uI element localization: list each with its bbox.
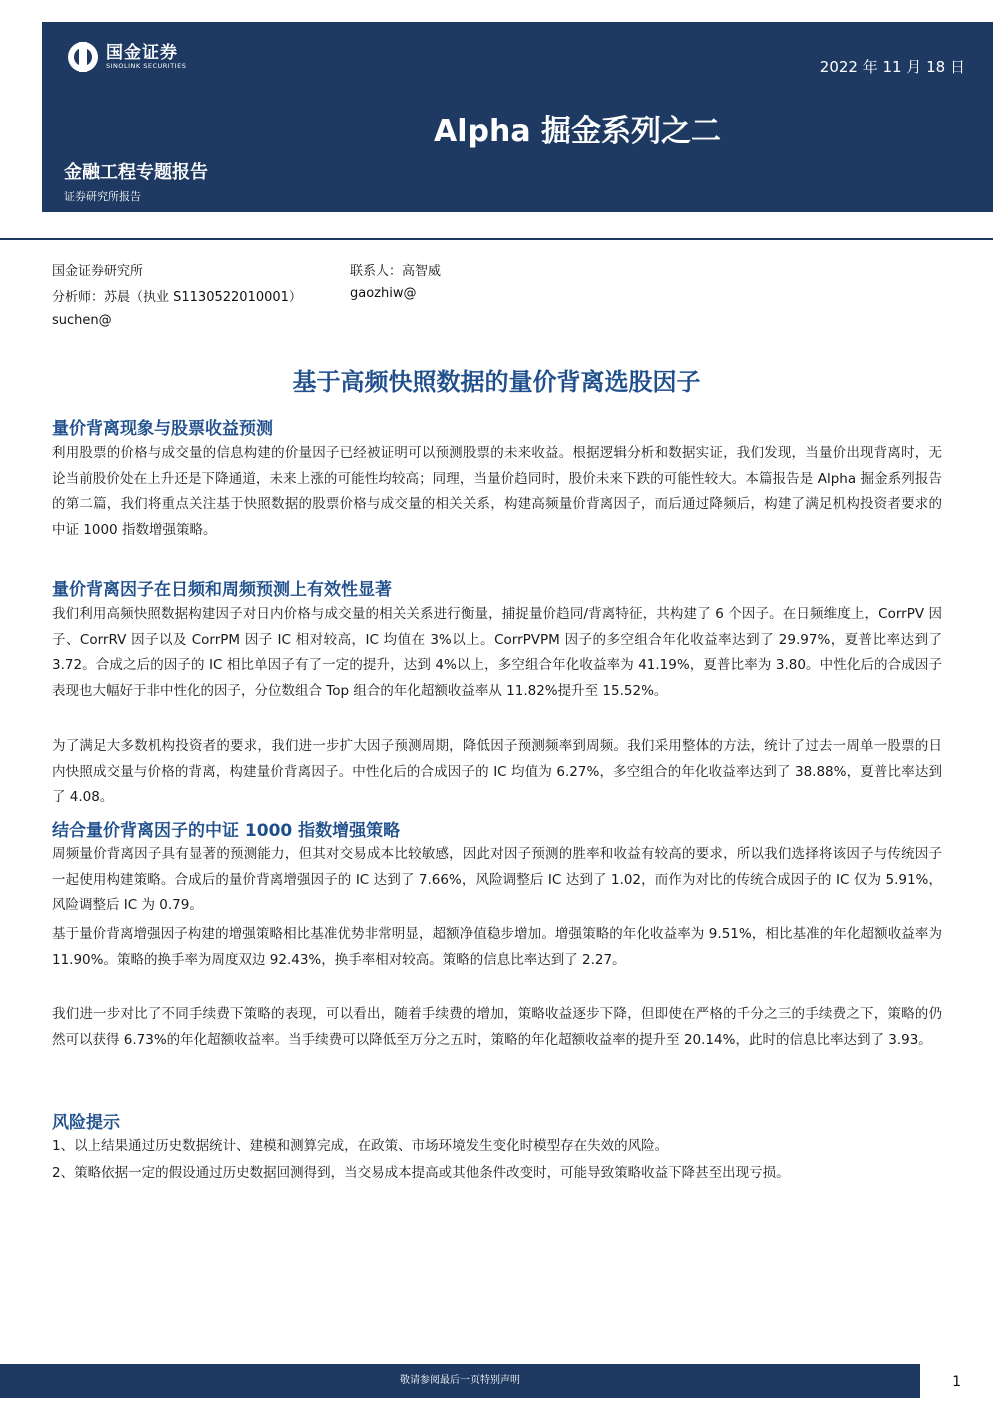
report-date: 2022 年 11 月 18 日 <box>819 58 965 76</box>
section-3-paragraph-1: 周频量价背离因子具有显著的预测能力，但其对交易成本比较敏感，因此对因子预测的胜率和收益有较高的要求，所以我们选择将该因子与传统因子一起使用构建策略。合成后的量价背离增强因子的 IC 达到了 7.66%，风险调整后 IC 达到了 1.02，而作为对比的传统合成因子的 IC 仅为 5.91%，风险调整后 IC 为 0.79。 <box>52 846 942 913</box>
logo-text-cn: 国金证券 <box>106 42 178 63</box>
report-header-banner <box>42 22 993 212</box>
institute-name: 国金证券研究所 <box>52 264 144 279</box>
logo-text-en: SINOLINK SECURITIES <box>106 61 187 70</box>
section-3-paragraph-3: 我们进一步对比了不同手续费下策略的表现，可以看出，随着手续费的增加，策略收益逐步下降，但即使在严格的千分之三的手续费之下，策略的仍然可以获得 6.73%的年化超额收益率。当手续费可以降低至万分之五时，策略的年化超额收益率的提升至 20.14%，此时的信息比率达到了 3.93。 <box>52 1006 942 1048</box>
section-3-paragraph-2: 基于量价背离增强因子构建的增强策略相比基准优势非常明显，超额净值稳步增加。增强策略的年化收益率为 9.51%，相比基准的年化超额收益率为 11.90%。策略的换手率为周度双边 92.43%，换手率相对较高。策略的信息比率达到了 2.27。 <box>52 926 942 968</box>
section-heading-risk: 风险提示 <box>52 1113 120 1133</box>
header-divider <box>0 238 993 240</box>
analyst-email[interactable]: suchen@ <box>52 313 112 328</box>
footer-disclaimer: 敬请参阅最后一页特别声明 <box>400 1375 520 1386</box>
sinolink-logo-icon <box>68 42 98 72</box>
section-heading-1: 量价背离现象与股票收益预测 <box>52 419 273 439</box>
page-number: 1 <box>952 1374 961 1390</box>
contact-email[interactable]: gaozhiw@ <box>350 286 417 301</box>
section-1-paragraph-1: 利用股票的价格与成交量的信息构建的价量因子已经被证明可以预测股票的未来收益。根据逻辑分析和数据实证，我们发现，当量价出现背离时，无论当前股价处在上升还是下降通道，未来上涨的可能性均较高；同理，当量价趋同时，股价未来下跌的可能性较大。本篇报告是 Alpha 掘金系列报告的第二篇，我们将重点关注基于快照数据的股票价格与成交量的相关关系，构建高频量价背离因子，而后通过降频后，构建了满足机构投资者要求的中证 1000 指数增强策略。 <box>52 445 942 538</box>
section-heading-3: 结合量价背离因子的中证 1000 指数增强策略 <box>52 821 401 841</box>
risk-item-1: 1、以上结果通过历史数据统计、建模和测算完成，在政策、市场环境发生变化时模型存在失效的风险。 <box>52 1138 669 1154</box>
report-type: 金融工程专题报告 <box>64 162 208 183</box>
document-title: 基于高频快照数据的量价背离选股因子 <box>292 368 701 396</box>
report-subtype: 证券研究所报告 <box>64 190 141 203</box>
section-2-paragraph-2: 为了满足大多数机构投资者的要求，我们进一步扩大因子预测周期，降低因子预测频率到周频。我们采用整体的方法，统计了过去一周单一股票的日内快照成交量与价格的背离，构建量价背离因子。中性化后的合成因子的 IC 均值为 6.27%，多空组合的年化收益率达到了 38.88%，夏普比率达到了 4.08。 <box>52 738 942 805</box>
analyst-info: 分析师：苏晨（执业 S1130522010001） <box>52 290 302 305</box>
section-2-paragraph-1: 我们利用高频快照数据构建因子对日内价格与成交量的相关关系进行衡量，捕捉量价趋同/背离特征，共构建了 6 个因子。在日频维度上，CorrPV 因子、CorrRV 因子以及 CorrPM 因子 IC 相对较高，IC 均值在 3%以上。CorrPVPM 因子的多空组合年化收益率达到了 29.97%，夏普比率达到了 3.72。合成之后的因子的 IC 相比单因子有了一定的提升，达到 4%以上，多空组合年化收益率为 41.19%，夏普比率为 3.80。中性化后的合成因子表现也大幅好于非中性化的因子，分位数组合 Top 组合的年化超额收益率从 11.82%提升至 15.52%。 <box>52 606 942 699</box>
company-logo <box>68 42 186 72</box>
section-heading-2: 量价背离因子在日频和周频预测上有效性显著 <box>52 580 392 600</box>
risk-item-2: 2、策略依据一定的假设通过历史数据回测得到，当交易成本提高或其他条件改变时，可能导致策略收益下降甚至出现亏损。 <box>52 1165 790 1181</box>
contact-person: 联系人：高智威 <box>350 264 442 279</box>
series-title: Alpha 掘金系列之二 <box>433 114 722 149</box>
